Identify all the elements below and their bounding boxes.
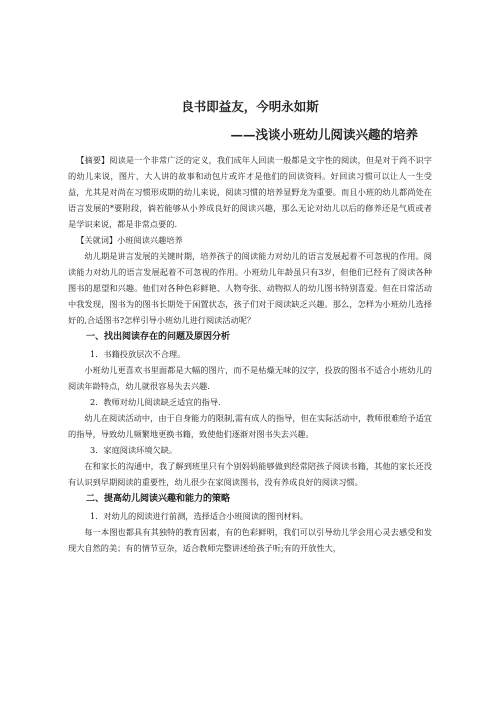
abstract-paragraph: 【摘要】阅读是一个非常广泛的定义，我们成年人回读一般都是文字性的阅读，但是对于尚不识字的幼儿来说，图片、大人讲的故事和动包片或许才是他们的回读资料。好回读习惯可以让人一生受益，尤其是对尚在习惯形成期的幼儿来说，阅读习惯的培养显野龙为重要。而且小班的幼儿都尚处在语言发展的*要附段，倘若能够从小养成良好的阅读兴趣，那么无论对幼儿以后的修养还是气质或者是学识来说，都是非常点要的. [68, 155, 432, 229]
keywords-line: 【关就词】小班阅读兴趣培养 [76, 235, 183, 245]
body-paragraph: 每一本图也都具有其独特的教育因素，有的色彩鲜明，我们可以引导幼儿学会用心灵去感受和发现大自然的美；有的情节豆杂，适合教师完整讲述给孩子听;有的开放性大， [68, 527, 432, 553]
document-title: 良书即益友，今明永如斯 [181, 99, 319, 114]
body-paragraph: 幼儿在阅读活动中，由于自身能力的限制,需有成人的指导，但在实际活动中，教师很难给予适宜的指导，导致幼儿频繁地更换书籍，致使他们逐渐对图书失去兴趣。 [68, 413, 432, 439]
list-item: 2．教师对幼儿阅读缺乏适宜的指导. [90, 397, 221, 407]
list-item: 1．对幼儿的阅读进行前测，选择适合小班阅读的图刊材料。 [90, 511, 309, 521]
list-item: 1．书籍投放层次不合理。 [90, 349, 186, 359]
body-paragraph: 在和家长的沟通中，我了解到班里只有个别妈妈能够做到经常陪孩子阅读书籍，其他的家长还没有认识到早期阅读的重要性，幼儿很少在家阅读图书，没有养成良好的阅读习惯。 [68, 461, 432, 487]
document-subtitle: ——浅谈小班幼儿阅读兴趣的培养 [230, 127, 418, 142]
intro-paragraph: 幼儿期是讲言发展的关键时期，培养孩子的阅读能力对幼儿的语言发展起着不可忽视的作用。阅读能力对幼儿的语言发展起着不可忽视的作用。小班幼儿年龄虽只有3岁，但他们已经有了阅读各种图书的愿望和兴趣。他们对各种色彩鲜艳、人物夸张、动物拟人的幼儿图书特别喜爱。但在日常活动中我发现，图书为的图书长期处于闲置状态，孩子们对于阅读缺乏兴趣。那么，怎样为小班幼儿选择好的,合适图书?怎样引导小班幼儿进行阅读活动呢？ [68, 251, 432, 325]
section-heading-2: 二、提高幼儿阅读兴趣和能力的策略 [86, 494, 231, 504]
list-item: 3．家庭阅读环境欠缺。 [90, 445, 178, 455]
document-body [68, 152, 432, 556]
body-paragraph: 小班幼儿更喜欢书里面都是大幅的图片，而不是枯燥无味的汉字，投放的图书不适合小班幼儿的阅读年龄特点，幼儿就很容易失去兴趣. [68, 365, 432, 391]
section-heading-1: 一、找出阅读存在的问题及原因分析 [86, 332, 231, 342]
